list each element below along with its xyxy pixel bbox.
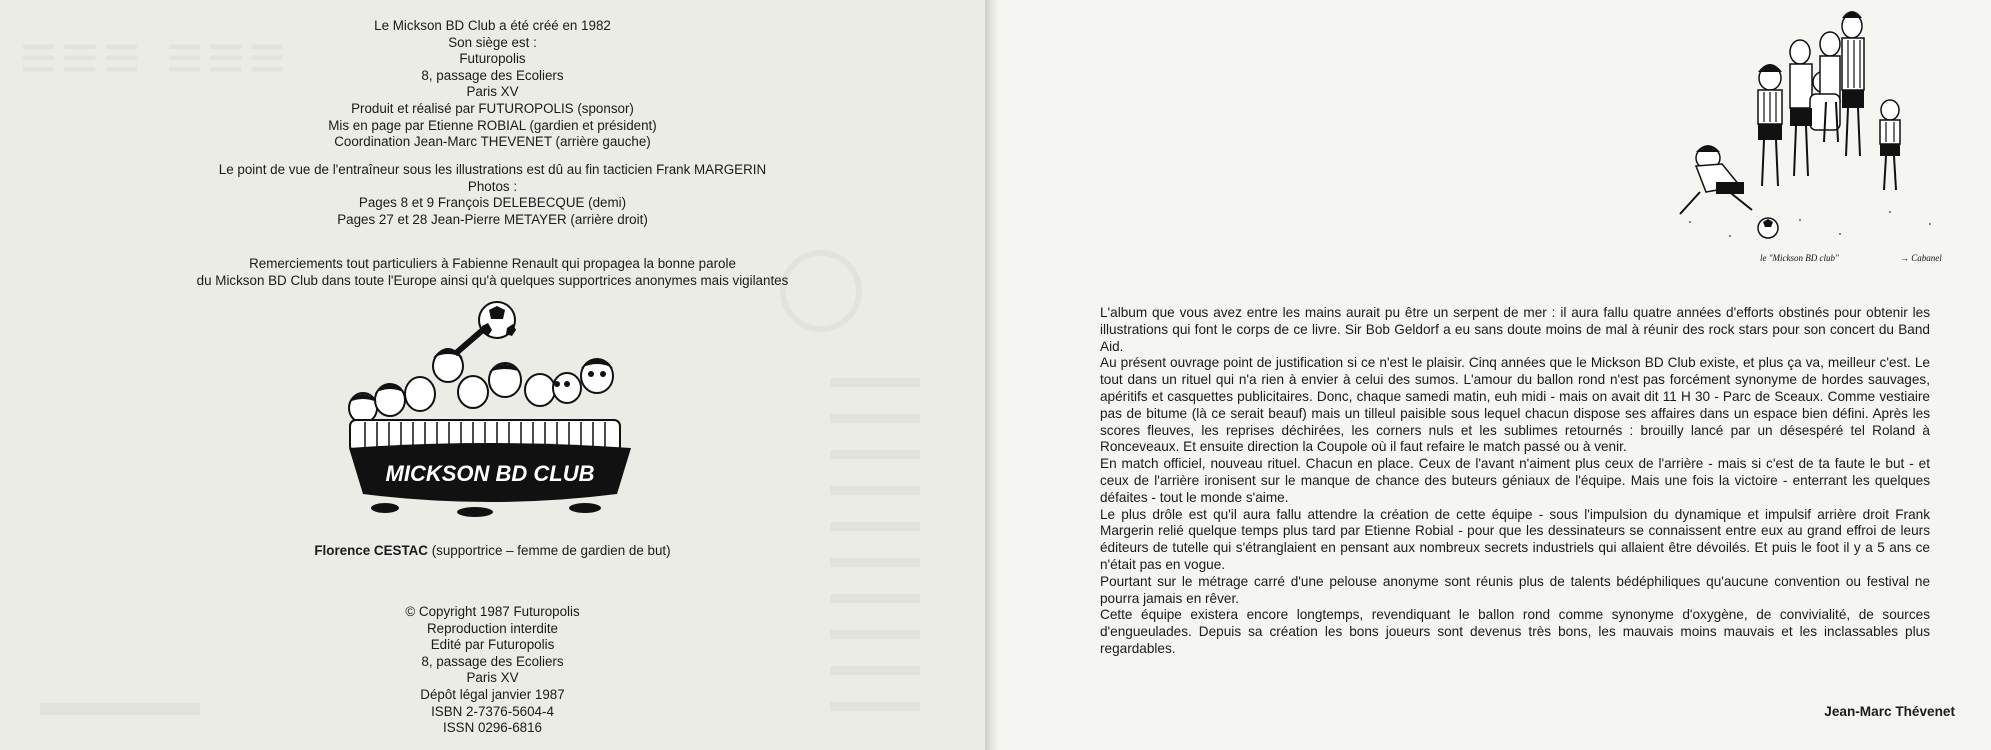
copyright-line: ISBN 2-7376-5604-4: [431, 703, 554, 719]
copyright-line: Edité par Futuropolis: [430, 637, 555, 653]
football-icon: [479, 302, 516, 338]
credit-line: Mis en page par Etienne ROBIAL (gardien et président): [328, 117, 657, 133]
article-paragraph: Pourtant sur le métrage carré d'une pelouse anonyme sont réunis plus de talents bédéphiliques qu'aucune convention ou festival ne pourra jamais en rêver.: [1100, 573, 1930, 606]
article-paragraph: Le plus drôle est qu'il aura fallu attendre la création de cette équipe - sous l'impulsion du dynamique et impulsif arrière droit Frank Margerin relié quelque temps plus tard par Etienne Robial - pour que les dessinateurs se connaissent entre eux au grand effroi de leurs éditeurs de tutelle qui s'étranglaient en pensant aux nombreux secrets industriels qui allaient être dévoilés. Et puis le foot il y a 5 ans ce n'était pas en vogue.: [1100, 506, 1930, 572]
book-gutter: [985, 0, 999, 750]
copyright-line: ISSN 0296-6816: [442, 720, 542, 736]
copyright-line: Reproduction interdite: [426, 620, 558, 636]
thanks-line: du Mickson BD Club dans toute l'Europe ainsi qu'à quelques supportrices anonymes mais vigilantes: [196, 272, 789, 288]
article-paragraph: En match officiel, nouveau rituel. Chacun en place. Ceux de l'avant n'aiment plus ceux de l'arrière - mais si c'est de ta faute le but - et ceux de l'arrière ironisent sur le manque de chance des buteurs géniaux de l'équipe. Mais une fois la victoire - enterrant les quelques défaites - tout le monde s'aime.: [1100, 456, 1930, 505]
photo-credit-line: Pages 8 et 9 François DELEBECQUE (demi): [358, 195, 627, 211]
illustration-caption: [0, 543, 985, 558]
article-paragraph: Au présent ouvrage point de justification si ce n'est le plaisir. Cinq années que le Mickson BD Club existe, et plus ça va, meilleur c'est. Le tout dans un rituel qui n'a rien à envier à celui des sumos. L'amour du ballon rond n'est pas forcément synonyme de hordes sauvages, apéritifs et casquettes publicitaires. Donc, chaque samedi matin, euh midi - mais on avait dit 11 H 30 - Parc de Sceaux. Comme vestiaire pas de bitume (là ce serait beauf) mais un tilleul paisible sous lequel chacun dispose ses affaires dans un espace bien défini. Après les scores fleuves, les reprises déchirées, les corners nuls et les sublimes retournés : brouilly lancé par un désespéré tel Roland à Ronceveaux. Et ensuite direction la Coupole où il faut refaire le match passé ou à venir.: [1100, 355, 1930, 455]
article-text: [1100, 305, 1930, 658]
article-paragraph: Cette équipe existera encore longtemps, revendiquant le ballon rond comme synonyme d'oxygène, de convivialité, de sources d'engueulades. Depuis sa création les bons joueurs sont devenus très bons, les mauvais moins mauvais et les inclassables plus regardables.: [1100, 607, 1930, 656]
drawing-signature: → Cabanel: [1900, 253, 1942, 263]
credits-block: [0, 18, 985, 151]
tub-label: MICKSON BD CLUB: [385, 461, 595, 486]
photo-credit-line: Photos :: [467, 178, 518, 194]
article-paragraph: L'album que vous avez entre les mains aurait pu être un serpent de mer : il aura fallu quatre années d'efforts obstinés pour obtenir les illustrations qui font le corps de ce livre. Sir Bob Geldorf a eu sans doute moins de mal à réunir des rock stars pour son concert du Band Aid.: [1100, 305, 1930, 354]
team-photo-drawing: [1660, 6, 1980, 268]
credit-line: 8, passage des Ecoliers: [421, 67, 564, 83]
drawing-caption: le "Mickson BD club": [1760, 253, 1839, 263]
thanks-line: Remerciements tout particuliers à Fabienne Renault qui propagea la bonne parole: [249, 256, 736, 271]
credit-line: Futuropolis: [459, 51, 526, 67]
credit-line: Le Mickson BD Club a été créé en 1982: [374, 18, 611, 33]
photo-credit-line: Pages 27 et 28 Jean-Pierre METAYER (arrière droit): [337, 211, 648, 227]
article-signature: Jean-Marc Thévenet: [1824, 704, 1955, 719]
credit-line: Produit et réalisé par FUTUROPOLIS (sponsor): [351, 100, 634, 116]
credit-line: Son siège est :: [448, 34, 537, 50]
photo-credit-line: Le point de vue de l'entraîneur sous les illustrations est dû au fin tacticien Frank MARGERIN: [218, 162, 767, 177]
left-page: ≡≡≡ ≡≡≡ ▬▬▬ ▬▬▬ ▬▬▬ ▬▬▬ ▬▬▬ ▬▬▬ ▬▬▬ ▬▬▬ ▬▬▬ ▬▬▬ ▬▬▬▬ Le Mickson BD Club a été créé en 1982 Son siège est : Futuropolis 8, passage des Ecoliers Paris XV Produit et réalisé par FUTUROPOLIS (sponsor) Mis en page par Etienne ROBIAL (gardien et président) Coordination Jean-Marc THEVENET (arrière gauche) Le point de vue de l'entraîneur sous les illustrations est dû au fin tacticien Frank MARGERIN Photos : Pages 8 et 9 François DELEBECQUE (demi) Pages 27 et 28 Jean-Pierre METAYER (arrière droit) Remerciements tout particuliers à Fabienne Renault qui propagea la bonne parole du Mickson BD Club dans toute l'Europe ainsi qu'à quelques supportrices anonymes mais vigilantes MICKSON BD CLUB Florence CESTAC (supportrice – femme de gardien de but) © Copyright 1987 Futuropolis Reproduction interdite Edité par Futuropolis 8, passage des Ecoliers Paris XV Dépôt légal janvier 1987 ISBN 2-7376-5604-4 ISSN 0296-6816: [0, 0, 985, 750]
copyright-line: Paris XV: [466, 670, 519, 686]
photo-credits-block: [0, 162, 985, 228]
copyright-line: 8, passage des Ecoliers: [421, 653, 564, 669]
thanks-block: [0, 256, 985, 289]
football-icon: [1758, 218, 1778, 238]
credit-line: Coordination Jean-Marc THEVENET (arrière gauche): [334, 134, 651, 150]
illustration-author-role: (supportrice – femme de gardien de but): [427, 543, 671, 558]
copyright-block: [0, 604, 985, 737]
copyright-line: Dépôt légal janvier 1987: [420, 686, 565, 702]
copyright-line: © Copyright 1987 Futuropolis: [405, 604, 580, 619]
team-in-tub-illustration: [345, 298, 635, 523]
credit-line: Paris XV: [466, 84, 519, 100]
illustration-author: Florence CESTAC: [314, 543, 428, 558]
